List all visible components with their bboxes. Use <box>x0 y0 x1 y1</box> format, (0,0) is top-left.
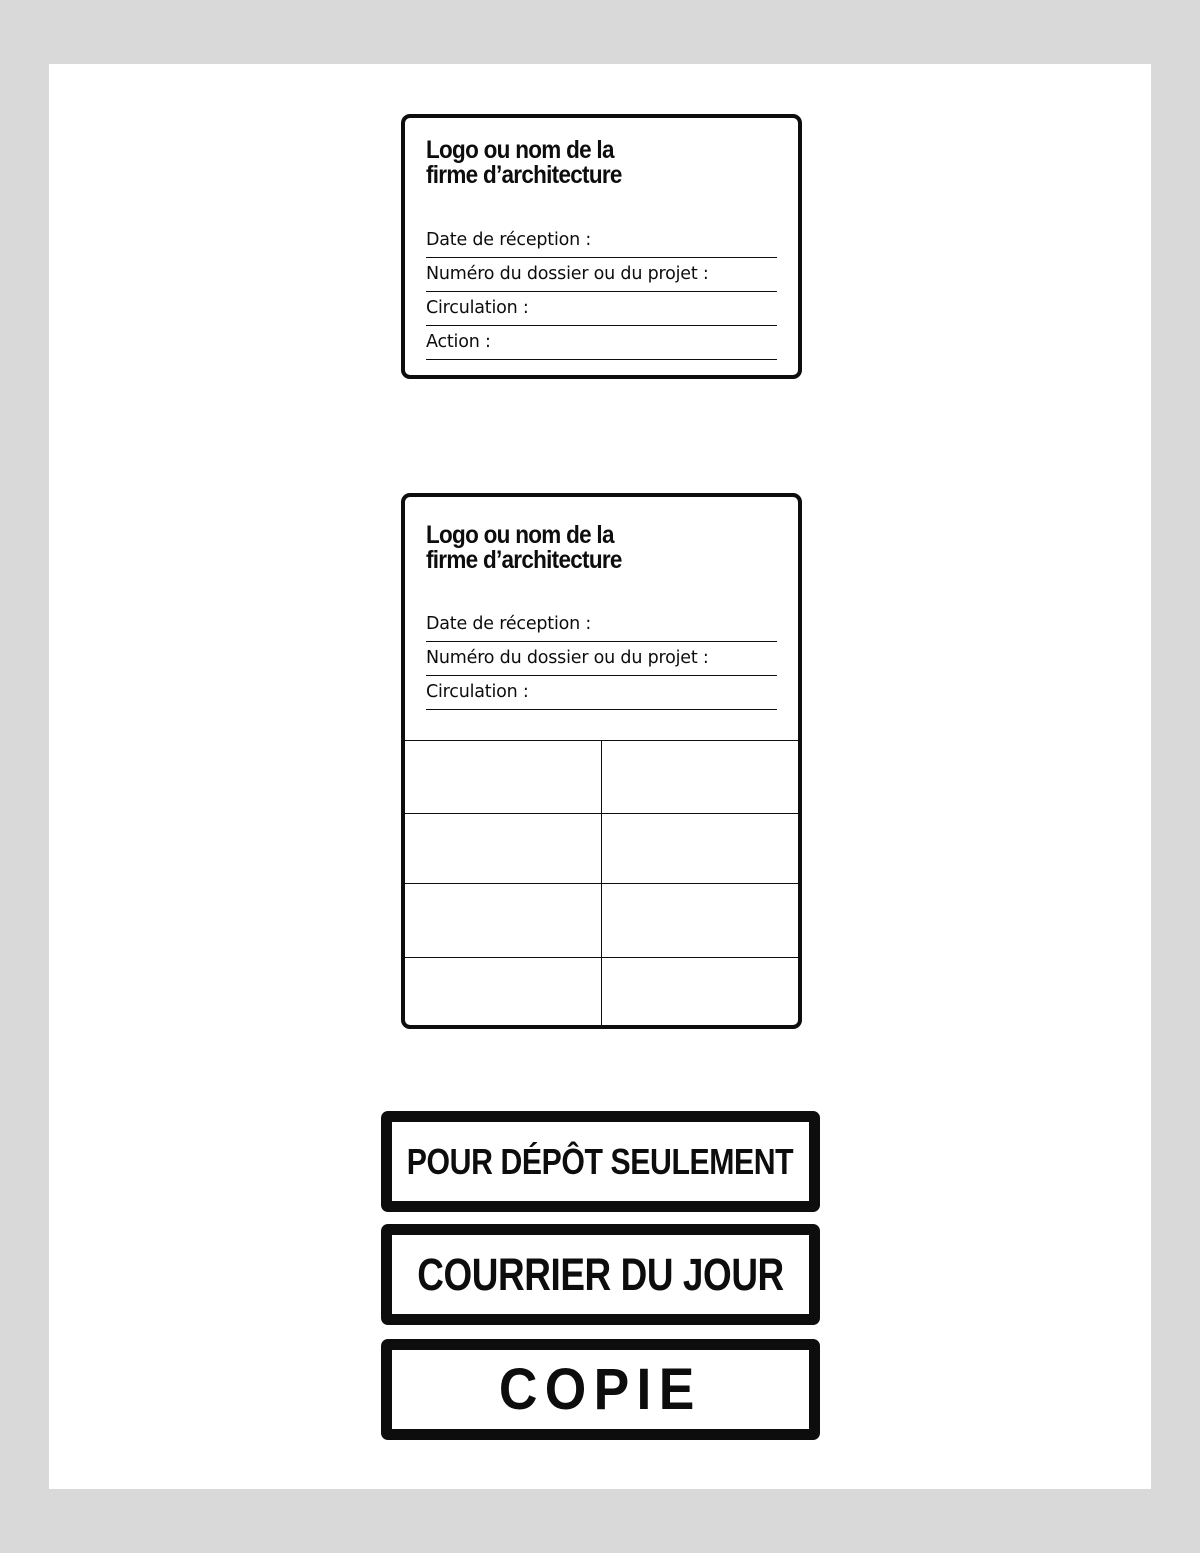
firm-logo-placeholder <box>426 138 622 188</box>
field-date-reception: Date de réception : <box>426 224 777 258</box>
firm-logo-placeholder <box>426 523 622 573</box>
field-project-number: Numéro du dossier ou du projet : <box>426 258 777 292</box>
firm-title-line-1: Logo ou nom de la <box>426 521 614 549</box>
stamp-deposit-label: POUR DÉPÔT SEULEMENT <box>407 1140 794 1182</box>
grid-cell[interactable] <box>405 957 601 1027</box>
stamp-daily-mail-label: COURRIER DU JOUR <box>417 1248 784 1300</box>
stamp-daily-mail <box>381 1224 820 1325</box>
firm-title-line-2: firme d’architecture <box>426 546 622 574</box>
circulation-grid <box>405 740 798 1025</box>
firm-title-line-2: firme d’architecture <box>426 161 622 189</box>
grid-cell[interactable] <box>602 883 798 953</box>
firm-title-line-1: Logo ou nom de la <box>426 136 614 164</box>
field-date-reception: Date de réception : <box>426 608 777 642</box>
field-circulation: Circulation : <box>426 676 777 710</box>
field-circulation: Circulation : <box>426 292 777 326</box>
grid-cell[interactable] <box>405 883 601 953</box>
reception-stamp-small <box>401 114 802 379</box>
grid-cell[interactable] <box>405 813 601 883</box>
grid-cell[interactable] <box>602 957 798 1027</box>
stamp-copy-label: COPIE <box>499 1357 702 1422</box>
stamp-deposit-only <box>381 1111 820 1212</box>
field-project-number: Numéro du dossier ou du projet : <box>426 642 777 676</box>
stamp-copy <box>381 1339 820 1440</box>
grid-cell[interactable] <box>405 741 601 811</box>
grid-cell[interactable] <box>602 741 798 811</box>
field-action: Action : <box>426 326 777 360</box>
grid-cell[interactable] <box>602 813 798 883</box>
reception-stamp-large <box>401 493 802 1029</box>
